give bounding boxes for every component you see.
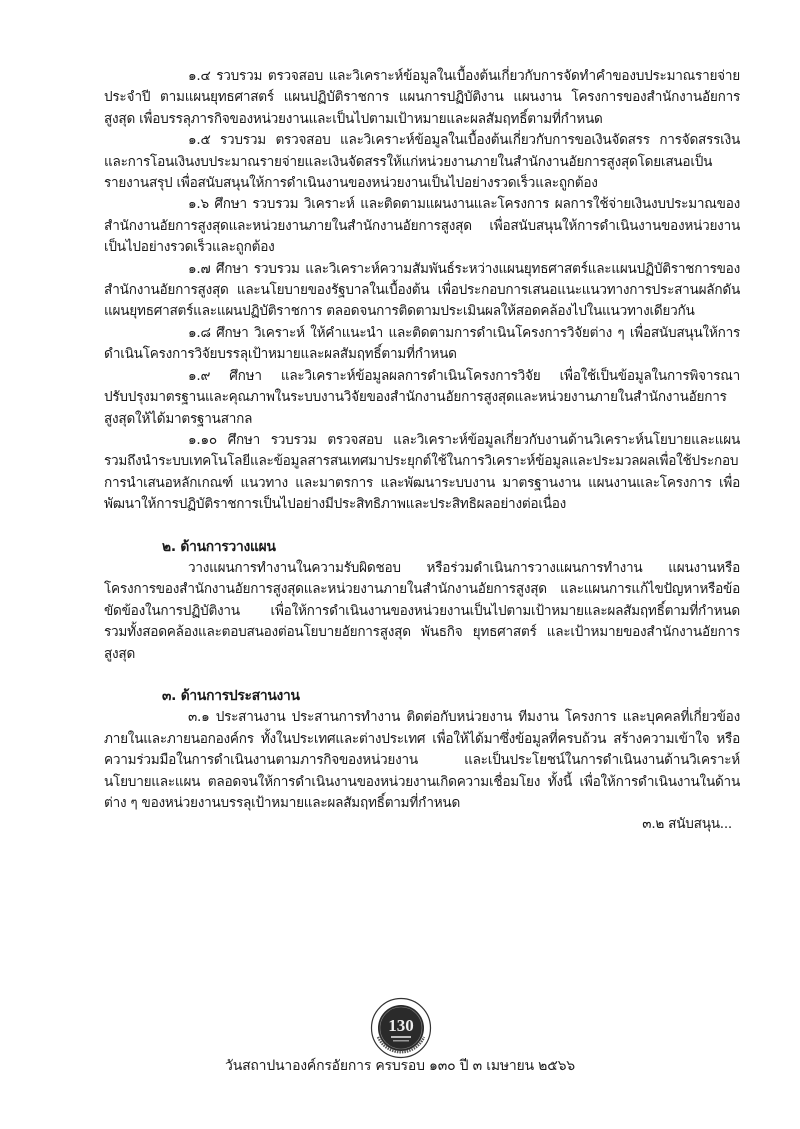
paragraph-3-1: ๓.๑ ประสานงาน ประสานการทำงาน ติดต่อกับหน่วยงาน ทีมงาน โครงการ และบุคคลที่เกี่ยวข้องภายในและภายนอกองค์กร ทั้งในประเทศและต่างประเทศ เพื่อให้ได้มาซึ่งข้อมูลที่ครบถ้วน สร้างความเข้าใจ หรือความร่วมมือในการดำเนินงานตามภารกิจของหน่วยงาน และเป็นประโยชน์ในการดำเนินงานด้านวิเคราะห์นโยบายและแผน ตลอดจนให้การดำเนินงานของหน่วยงานเกิดความเชื่อมโยง ทั้งนี้ เพื่อให้การดำเนินงานในด้านต่าง ๆ ของหน่วยงานบรรลุเป้าหมายและผลสัมฤทธิ์ตามที่กำหนด bbox=[104, 709, 740, 811]
paragraph-1-7: ๑.๗ ศึกษา รวบรวม และวิเคราะห์ความสัมพันธ์ระหว่างแผนยุทธศาสตร์และแผนปฏิบัติราชการของสำนักงานอัยการสูงสุด และนโยบายของรัฐบาลในเบื้องต้น เพื่อประกอบการเสนอแนะแนวทางการประสานผลักดันแผนยุทธศาสตร์และแผนปฏิบัติราชการ ตลอดจนการติดตามประเมินผลให้สอดคล้องไปในแนวทางเดียวกัน bbox=[104, 260, 740, 320]
section-heading-planning: ๒. ด้านการวางแผน bbox=[162, 538, 276, 555]
paragraph-1-4: ๑.๔ รวบรวม ตรวจสอบ และวิเคราะห์ข้อมูลในเบื้องต้นเกี่ยวกับการจัดทำคำของบประมาณรายจ่ายประจำปี ตามแผนยุทธศาสตร์ แผนปฏิบัติราชการ แผนการปฏิบัติงาน แผนงาน โครงการของสำนักงานอัยการสูงสุด เพื่อบรรลุภารกิจของหน่วยงานและเป็นไปตามเป้าหมายและผลสัมฤทธิ์ตามที่กำหนด bbox=[104, 68, 740, 127]
continuation-marker: ๓.๒ สนับสนุน... bbox=[642, 816, 732, 833]
paragraph-1-8: ๑.๘ ศึกษา วิเคราะห์ ให้คำแนะนำ และติดตามการดำเนินโครงการวิจัยต่าง ๆ เพื่อสนับสนุนให้การดำเนินโครงการวิจัยบรรลุเป้าหมายและผลสัมฤทธิ์ตามที่กำหนด bbox=[104, 324, 740, 363]
anniversary-footer: วันสถาปนาองค์กรอัยการ ครบรอบ ๑๓๐ ปี ๓ เมษายน ๒๕๖๖ bbox=[225, 1058, 575, 1074]
section-heading-coordination: ๓. ด้านการประสานงาน bbox=[162, 687, 300, 704]
paragraph-1-6: ๑.๖ ศึกษา รวบรวม วิเคราะห์ และติดตามแผนงานและโครงการ ผลการใช้จ่ายเงินงบประมาณของสำนักงานอัยการสูงสุดและหน่วยงานภายในสำนักงานอัยการสูงสุด เพื่อสนับสนุนให้การดำเนินงานของหน่วยงานเป็นไปอย่างรวดเร็วและถูกต้อง bbox=[104, 196, 740, 256]
logo-text: 130 bbox=[388, 1016, 414, 1035]
paragraph-1-9: ๑.๙ ศึกษา และวิเคราะห์ข้อมูลผลการดำเนินโครงการวิจัย เพื่อใช้เป็นข้อมูลในการพิจารณาปรับปรุงมาตรฐานและคุณภาพในระบบงานวิจัยของสำนักงานอัยการสูงสุดและหน่วยงานภายในสำนักงานอัยการสูงสุดให้ได้มาตรฐานสากล bbox=[104, 367, 740, 427]
paragraph-2-planning: วางแผนการทำงานในความรับผิดชอบ หรือร่วมดำเนินการวางแผนการทำงาน แผนงานหรือโครงการของสำนักงานอัยการสูงสุดและหน่วยงานภายในสำนักงานอัยการสูงสุด และแผนการแก้ไขปัญหาหรือข้อขัดข้องในการปฏิบัติงาน เพื่อให้การดำเนินงานของหน่วยงานเป็นไปตามเป้าหมายและผลสัมฤทธิ์ตามที่กำหนด รวมทั้งสอดคล้องและตอบสนองต่อนโยบายอัยการสูงสุด พันธกิจ ยุทธศาสตร์ และเป้าหมายของสำนักงานอัยการสูงสุด bbox=[104, 559, 740, 662]
document-body bbox=[104, 66, 740, 836]
paragraph-1-5: ๑.๕ รวบรวม ตรวจสอบ และวิเคราะห์ข้อมูลในเบื้องต้นเกี่ยวกับการขอเงินจัดสรร การจัดสรรเงินและการโอนเงินงบประมาณรายจ่ายและเงินจัดสรรให้แก่หน่วยงานภายในสำนักงานอัยการสูงสุดโดยเสนอเป็นรายงานสรุป เพื่อสนับสนุนให้การดำเนินงานของหน่วยงานเป็นไปอย่างรวดเร็วและถูกต้อง bbox=[104, 132, 740, 192]
paragraph-1-10: ๑.๑๐ ศึกษา รวบรวม ตรวจสอบ และวิเคราะห์ข้อมูลเกี่ยวกับงานด้านวิเคราะห์นโยบายและแผน รวมถึงนำระบบเทคโนโลยีและข้อมูลสารสนเทศมาประยุกต์ใช้ในการวิเคราะห์ข้อมูลและประมวลผลเพื่อใช้ประกอบการนำเสนอหลักเกณฑ์ แนวทาง และมาตรการ และพัฒนาระบบงาน มาตรฐานงาน แผนงานและโครงการ เพื่อพัฒนาให้การปฏิบัติราชการเป็นไปอย่างมีประสิทธิภาพและประสิทธิผลอย่างต่อเนื่อง bbox=[104, 431, 740, 513]
anniversary-130-seal-icon bbox=[370, 997, 432, 1059]
